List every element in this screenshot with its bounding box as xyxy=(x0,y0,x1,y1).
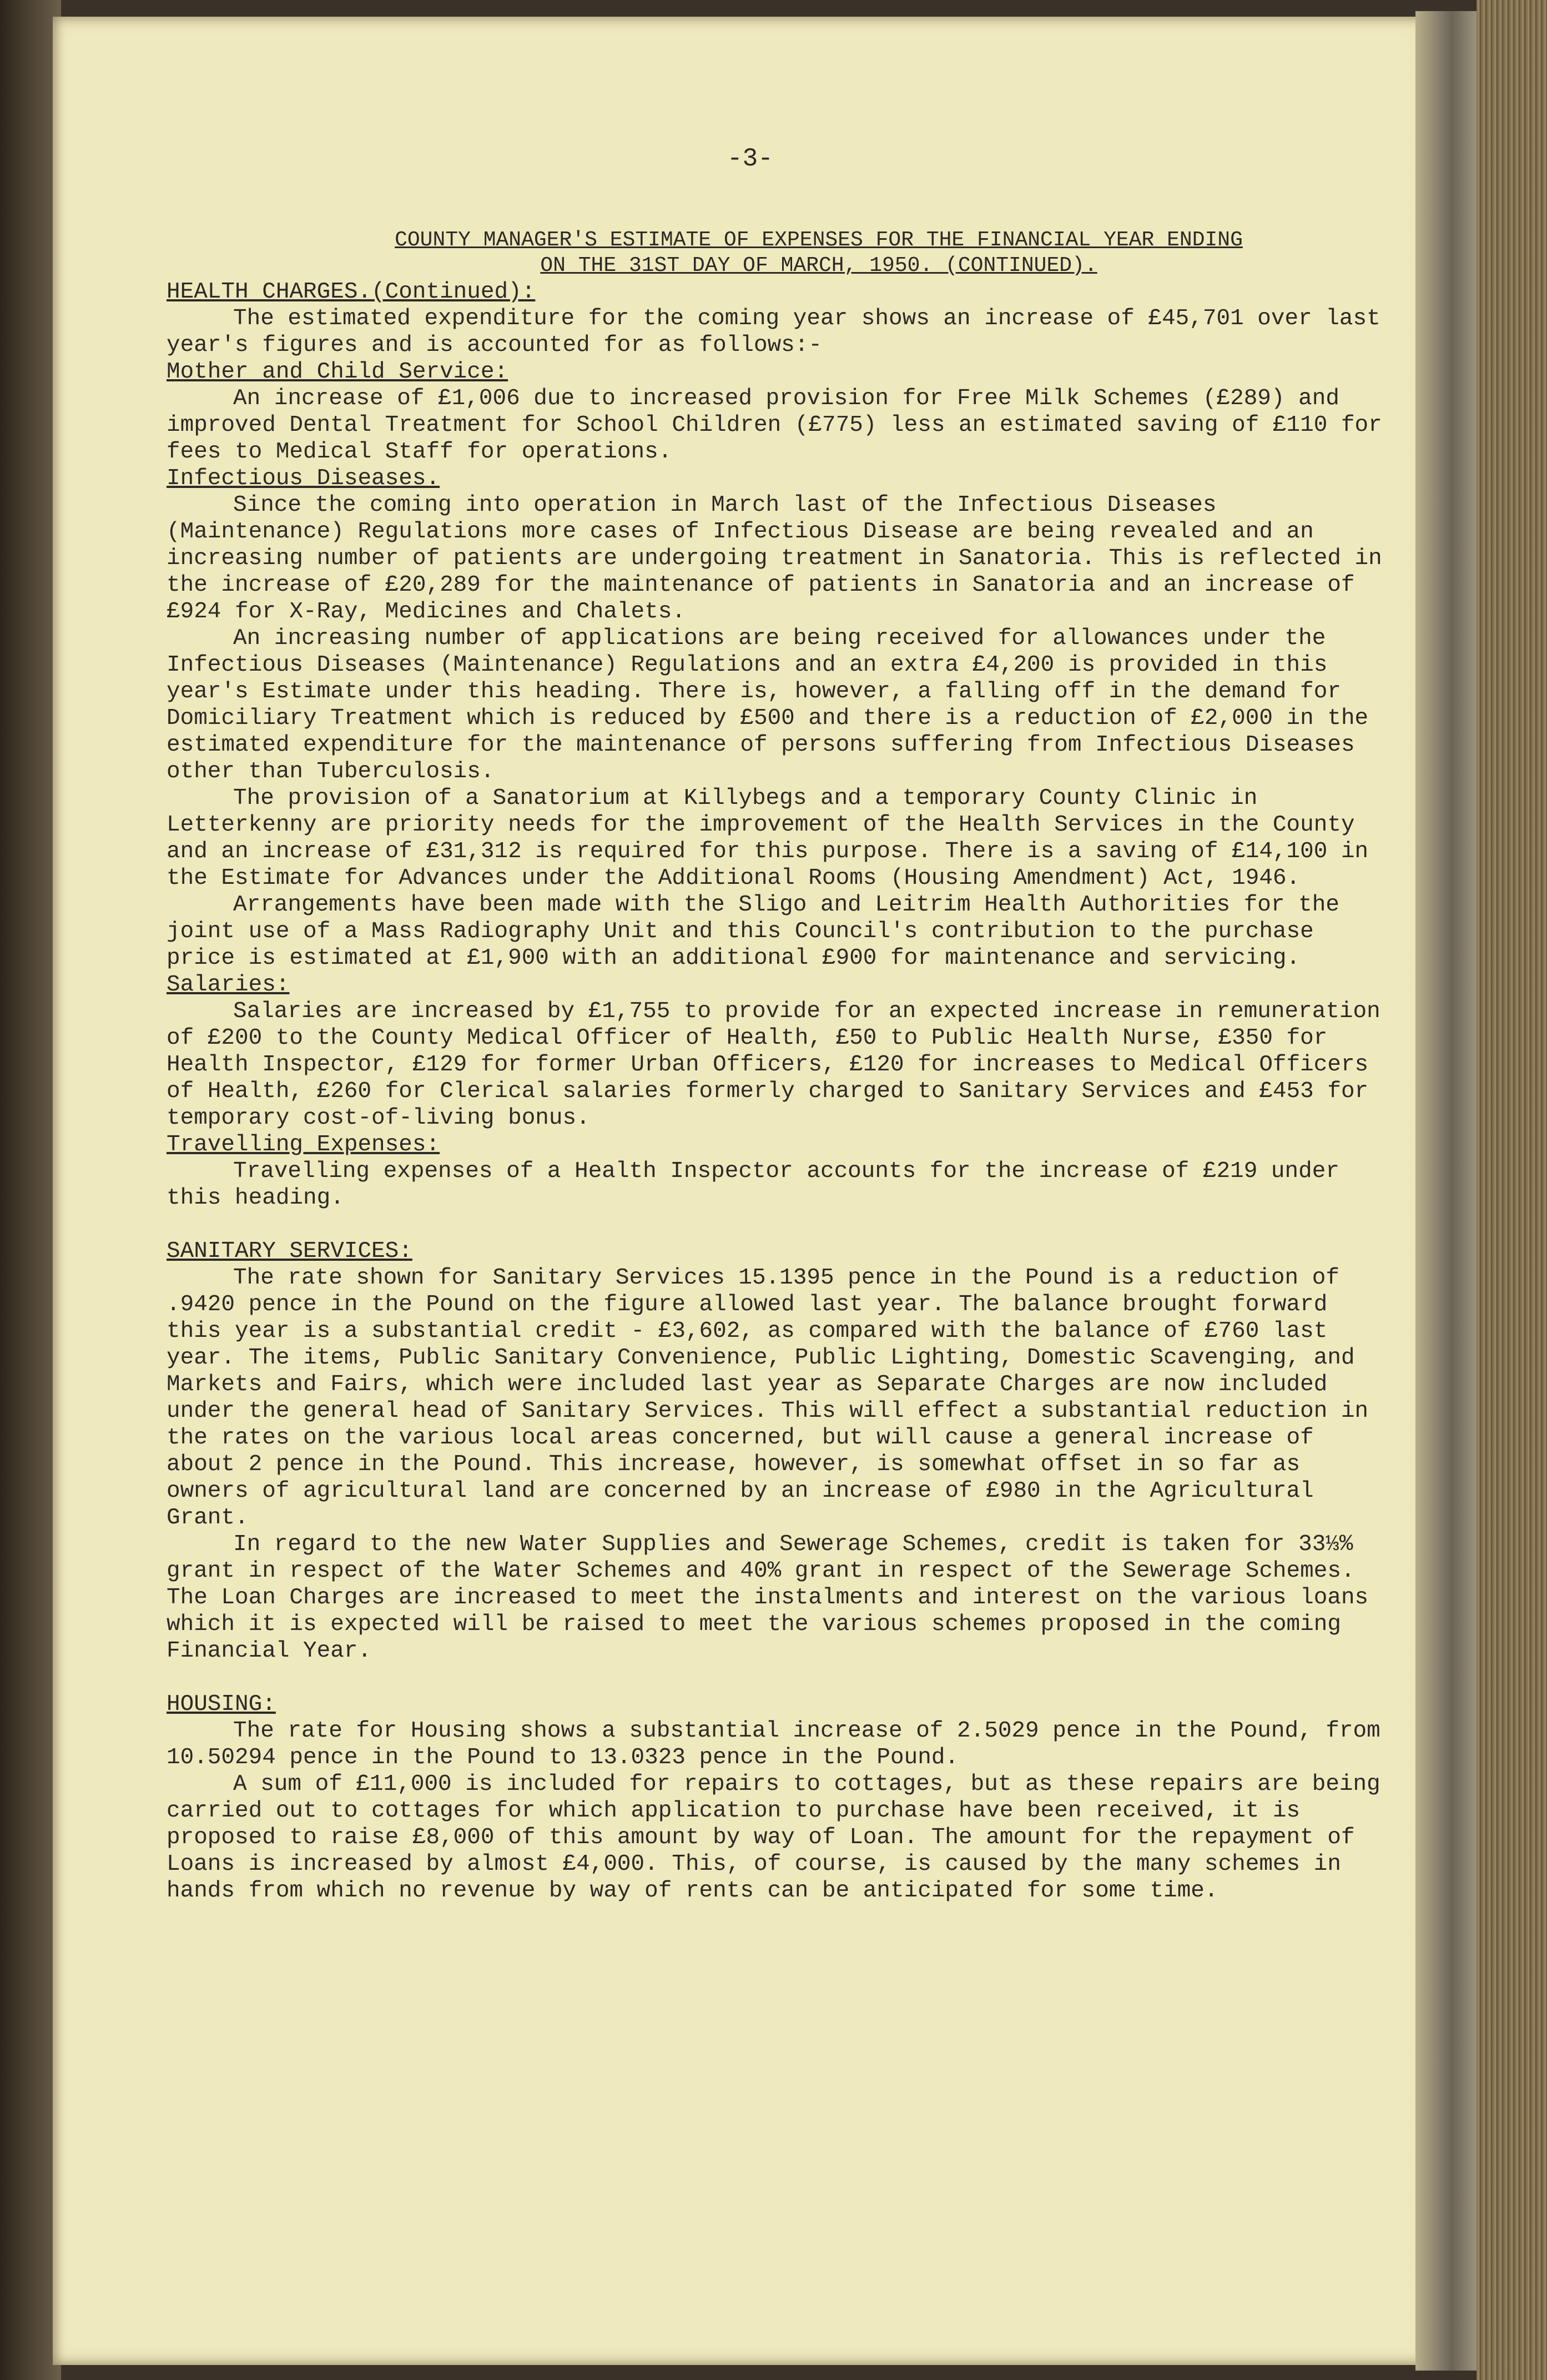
page-number: -3- xyxy=(727,144,773,173)
mother-child-text: An increase of £1,006 due to increased provision for Free Milk Schemes (£289) and improved Dental Treatment for School Children (£775) less an estimated saving of £110 for fees to Medical Staff for operations. xyxy=(167,386,1382,465)
book-gutter xyxy=(1415,11,1477,2371)
section-sanitary xyxy=(167,1238,1388,1664)
infectious-paragraph-1: Since the coming into operation in March last of the Infectious Diseases (Maintenance) Regulations more cases of Infectious Disease are being revealed and an increasing number of patients are undergoing treatment in Sanatoria. This is reflected in the increase of £20,289 for the maintenance of patients in Sanatoria and an increase of £924 for X-Ray, Medicines and Chalets. xyxy=(167,492,1382,625)
document-title xyxy=(167,228,1388,279)
infectious-paragraph-4: Arrangements have been made with the Sligo and Leitrim Health Authorities for the joint use of a Mass Radiography Unit and this Council's contribution to the purchase price is estimated at £1,900 with an additional £900 for maintenance and servicing. xyxy=(167,892,1339,971)
sanitary-paragraph-2: In regard to the new Water Supplies and Sewerage Schemes, credit is taken for 33⅓% grant in respect of the Water Schemes and 40% grant in respect of the Sewerage Schemes. The Loan Charges are increased to meet the instalments and interest on the various loans which it is expected will be raised to meet the various schemes proposed in the coming Financial Year. xyxy=(167,1532,1369,1664)
binding-left-edge xyxy=(0,0,61,2380)
travelling-heading: Travelling Expenses: xyxy=(167,1132,440,1158)
document-body xyxy=(167,144,1388,1904)
infectious-paragraph-3: The provision of a Sanatorium at Killybegs and a temporary County Clinic in Letterkenny are priority needs for the improvement of the Health Services in the County and an increase of £31,312 is required for this purpose. There is a saving of £14,100 in the Estimate for Advances under the Additional Rooms (Housing Amendment) Act, 1946. xyxy=(167,786,1369,891)
infectious-paragraph-2: An increasing number of applications are being received for allowances under the Infectious Diseases (Maintenance) Regulations and an extra £4,200 is provided in this year's Estimate under this heading. There is, however, a falling off in the demand for Domiciliary Treatment which is reduced by £500 and there is a reduction of £2,000 in the estimated expenditure for the maintenance of persons suffering from Infectious Diseases other than Tuberculosis. xyxy=(167,626,1369,784)
mother-child-heading: Mother and Child Service: xyxy=(167,359,508,385)
housing-heading: HOUSING: xyxy=(167,1692,276,1717)
health-intro: The estimated expenditure for the coming year shows an increase of £45,701 over last year's figures and is accounted for as follows:- xyxy=(167,306,1380,358)
housing-paragraph-2: A sum of £11,000 is included for repairs to cottages, but as these repairs are being carried out to cottages for which application to purchase have been received, it is proposed to raise £8,000 of this amount by way of Loan. The amount for the repayment of Loans is increased by almost £4,000. This, of course, is caused by the many schemes in hands from which no revenue by way of rents can be anticipated for some time. xyxy=(167,1772,1380,1904)
housing-paragraph-1: The rate for Housing shows a substantial increase of 2.5029 pence in the Pound, from 10.50294 pence in the Pound to 13.0323 pence in the Pound. xyxy=(167,1718,1380,1770)
salaries-text: Salaries are increased by £1,755 to provide for an expected increase in remuneration of £200 to the County Medical Officer of Health, £50 to Public Health Nurse, £350 for Health Inspector, £129 for former Urban Officers, £120 for increases to Medical Officers of Health, £260 for Clerical salaries formerly charged to Sanitary Services and £453 for temporary cost-of-living bonus. xyxy=(167,999,1380,1131)
salaries-heading: Salaries: xyxy=(167,972,290,998)
travelling-text: Travelling expenses of a Health Inspector accounts for the increase of £219 under this heading. xyxy=(167,1159,1339,1211)
section-housing xyxy=(167,1691,1388,1904)
health-heading: HEALTH CHARGES.(Continued): xyxy=(167,279,536,305)
infectious-heading: Infectious Diseases. xyxy=(167,466,440,491)
book-page-edges xyxy=(1477,0,1547,2380)
section-health xyxy=(167,279,1388,1211)
title-line-2: ON THE 31ST DAY OF MARCH, 1950. (CONTINUED). xyxy=(540,254,1097,278)
sanitary-paragraph-1: The rate shown for Sanitary Services 15.1395 pence in the Pound is a reduction of .9420 pence in the Pound on the figure allowed last year. The balance brought forward this year is a substantial credit - £3,602, as compared with the balance of £760 last year. The items, Public Sanitary Convenience, Public Lighting, Domestic Scavenging, and Markets and Fairs, which were included last year as Separate Charges are now included under the general head of Sanitary Services. This will effect a substantial reduction in the rates on the various local areas concerned, but will cause a general increase of about 2 pence in the Pound. This increase, however, is somewhat offset in so far as owners of agricultural land are concerned by an increase of £980 in the Agricultural Grant. xyxy=(167,1265,1369,1531)
sanitary-heading: SANITARY SERVICES: xyxy=(167,1239,412,1264)
title-line-1: COUNTY MANAGER'S ESTIMATE OF EXPENSES FOR THE FINANCIAL YEAR ENDING xyxy=(395,228,1243,252)
